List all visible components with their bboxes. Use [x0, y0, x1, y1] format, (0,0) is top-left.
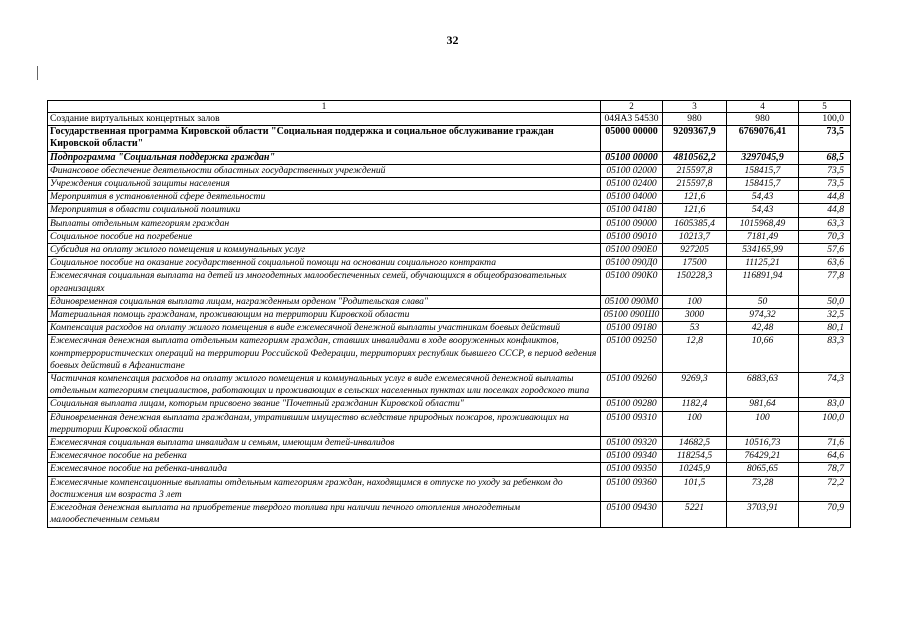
table-row [48, 244, 851, 257]
row-code-cell: 05100 09430 [601, 502, 663, 527]
row-name-cell: Мероприятия в установленной сфере деятельности [48, 191, 601, 204]
row-fact-cell: 3297045,9 [727, 151, 799, 164]
row-plan-cell: 121,6 [663, 204, 727, 217]
row-plan-cell: 10245,9 [663, 463, 727, 476]
table-row [48, 126, 851, 151]
row-fact-cell: 981,64 [727, 398, 799, 411]
row-plan-cell: 9209367,9 [663, 126, 727, 151]
row-percent-cell: 73,5 [799, 178, 851, 191]
row-percent-cell: 71,6 [799, 437, 851, 450]
row-plan-cell: 150228,3 [663, 270, 727, 295]
header-cell-4: 4 [727, 101, 799, 113]
row-code-cell: 05100 090Д0 [601, 257, 663, 270]
row-name-cell: Социальное пособие на погребение [48, 230, 601, 243]
row-fact-cell: 6769076,41 [727, 126, 799, 151]
row-plan-cell: 121,6 [663, 191, 727, 204]
row-percent-cell: 70,3 [799, 230, 851, 243]
row-code-cell: 05100 09350 [601, 463, 663, 476]
row-name-cell: Выплаты отдельным категориям граждан [48, 217, 601, 230]
row-plan-cell: 100 [663, 411, 727, 436]
row-plan-cell: 14682,5 [663, 437, 727, 450]
row-code-cell: 05100 090К0 [601, 270, 663, 295]
row-code-cell: 05100 09000 [601, 217, 663, 230]
row-name-cell: Единовременная денежная выплата гражданам, утратившим имущество вследствие природных пожаров, проживающих на территории Кировской области [48, 411, 601, 436]
row-name-cell: Компенсация расходов на оплату жилого помещения в виде ежемесячной денежной выплаты участникам боевых действий [48, 322, 601, 335]
row-code-cell: 05100 090Е0 [601, 244, 663, 257]
row-plan-cell: 1605385,4 [663, 217, 727, 230]
row-percent-cell: 73,5 [799, 126, 851, 151]
header-cell-1: 1 [48, 101, 601, 113]
row-code-cell: 05100 00000 [601, 151, 663, 164]
row-name-cell: Ежемесячные компенсационные выплаты отдельным категориям граждан, находящимся в отпуске по уходу за ребенком до достижения им возраста 3 лет [48, 476, 601, 501]
row-plan-cell: 101,5 [663, 476, 727, 501]
row-name-cell: Материальная помощь гражданам, проживающим на территории Кировской области [48, 309, 601, 322]
row-fact-cell: 116891,94 [727, 270, 799, 295]
header-cell-2: 2 [601, 101, 663, 113]
row-plan-cell: 100 [663, 295, 727, 308]
row-percent-cell: 63,6 [799, 257, 851, 270]
header-cell-3: 3 [663, 101, 727, 113]
page-number: 32 [446, 33, 459, 47]
row-name-cell: Подпрограмма "Социальная поддержка граждан" [48, 151, 601, 164]
row-fact-cell: 11125,21 [727, 257, 799, 270]
row-code-cell: 05100 09010 [601, 230, 663, 243]
row-code-cell: 05100 09250 [601, 335, 663, 373]
row-code-cell: 05100 09260 [601, 373, 663, 398]
row-percent-cell: 83,3 [799, 335, 851, 373]
row-percent-cell: 68,5 [799, 151, 851, 164]
row-percent-cell: 70,9 [799, 502, 851, 527]
row-percent-cell: 77,8 [799, 270, 851, 295]
table-row [48, 502, 851, 527]
row-fact-cell: 10,66 [727, 335, 799, 373]
table-row [48, 463, 851, 476]
row-plan-cell: 118254,5 [663, 450, 727, 463]
row-plan-cell: 4810562,2 [663, 151, 727, 164]
row-percent-cell: 64,6 [799, 450, 851, 463]
row-code-cell: 05100 090М0 [601, 295, 663, 308]
row-name-cell: Ежемесячное пособие на ребенка-инвалида [48, 463, 601, 476]
row-fact-cell: 76429,21 [727, 450, 799, 463]
row-code-cell: 05100 09310 [601, 411, 663, 436]
row-percent-cell: 50,0 [799, 295, 851, 308]
table-row [48, 113, 851, 126]
row-percent-cell: 73,5 [799, 164, 851, 177]
table-row [48, 230, 851, 243]
table-row [48, 257, 851, 270]
table-row [48, 178, 851, 191]
row-percent-cell: 63,3 [799, 217, 851, 230]
row-percent-cell: 74,3 [799, 373, 851, 398]
row-fact-cell: 10516,73 [727, 437, 799, 450]
row-name-cell: Учреждения социальной защиты населения [48, 178, 601, 191]
row-plan-cell: 17500 [663, 257, 727, 270]
row-percent-cell: 100,0 [799, 113, 851, 126]
row-name-cell: Ежемесячная социальная выплата на детей из многодетных малообеспеченных семей, обучающихся в общеобразовательных организациях [48, 270, 601, 295]
row-code-cell: 05100 09180 [601, 322, 663, 335]
row-name-cell: Ежемесячная социальная выплата инвалидам и семьям, имеющим детей-инвалидов [48, 437, 601, 450]
row-percent-cell: 78,7 [799, 463, 851, 476]
row-name-cell: Ежегодная денежная выплата на приобретение твердого топлива при наличии печного отопления многодетным малообеспеченным семьям [48, 502, 601, 527]
row-code-cell: 05100 02400 [601, 178, 663, 191]
table-row [48, 322, 851, 335]
row-name-cell: Мероприятия в области социальной политики [48, 204, 601, 217]
table-row [48, 270, 851, 295]
table-row [48, 373, 851, 398]
row-name-cell: Ежемесячное пособие на ребенка [48, 450, 601, 463]
row-plan-cell: 10213,7 [663, 230, 727, 243]
table-row [48, 164, 851, 177]
row-fact-cell: 158415,7 [727, 178, 799, 191]
row-plan-cell: 1182,4 [663, 398, 727, 411]
table-row [48, 398, 851, 411]
table-row [48, 450, 851, 463]
budget-table [47, 100, 851, 528]
table-row [48, 476, 851, 501]
row-fact-cell: 54,43 [727, 191, 799, 204]
table-row [48, 411, 851, 436]
row-plan-cell: 12,8 [663, 335, 727, 373]
row-fact-cell: 6883,63 [727, 373, 799, 398]
table-row [48, 204, 851, 217]
row-code-cell: 05100 09360 [601, 476, 663, 501]
row-fact-cell: 974,32 [727, 309, 799, 322]
row-fact-cell: 158415,7 [727, 164, 799, 177]
row-name-cell: Создание виртуальных концертных залов [48, 113, 601, 126]
row-fact-cell: 8065,65 [727, 463, 799, 476]
row-percent-cell: 44,8 [799, 204, 851, 217]
row-plan-cell: 980 [663, 113, 727, 126]
row-code-cell: 05100 090Ш0 [601, 309, 663, 322]
row-fact-cell: 100 [727, 411, 799, 436]
row-fact-cell: 1015968,49 [727, 217, 799, 230]
row-fact-cell: 7181,49 [727, 230, 799, 243]
row-code-cell: 05100 09320 [601, 437, 663, 450]
row-code-cell: 05100 04180 [601, 204, 663, 217]
row-plan-cell: 215597,8 [663, 164, 727, 177]
row-percent-cell: 57,6 [799, 244, 851, 257]
row-fact-cell: 50 [727, 295, 799, 308]
row-percent-cell: 83,0 [799, 398, 851, 411]
row-fact-cell: 73,28 [727, 476, 799, 501]
row-name-cell: Частичная компенсация расходов на оплату жилого помещения и коммунальных услуг в виде ежемесячной денежной выплаты отдельным категориям специалистов, работающих и проживающих в сельских населенных пунктах или поселках городского типа [48, 373, 601, 398]
row-plan-cell: 53 [663, 322, 727, 335]
row-percent-cell: 44,8 [799, 191, 851, 204]
row-name-cell: Ежемесячная денежная выплата отдельным категориям граждан, ставших инвалидами в ходе вооруженных конфликтов, контртеррористических операций на территории Российской Федерации, территориях республик бывшего СССР, в период ведения боевых действий в Афганистане [48, 335, 601, 373]
row-plan-cell: 9269,3 [663, 373, 727, 398]
row-plan-cell: 215597,8 [663, 178, 727, 191]
row-code-cell: 05100 09280 [601, 398, 663, 411]
table-body [48, 101, 851, 528]
row-fact-cell: 534165,99 [727, 244, 799, 257]
row-percent-cell: 80,1 [799, 322, 851, 335]
row-name-cell: Единовременная социальная выплата лицам, награжденным орденом "Родительская слава" [48, 295, 601, 308]
row-fact-cell: 980 [727, 113, 799, 126]
table-row [48, 335, 851, 373]
row-name-cell: Государственная программа Кировской области "Социальная поддержка и социальное обслуживание граждан Кировской области" [48, 126, 601, 151]
row-fact-cell: 42,48 [727, 322, 799, 335]
row-code-cell: 04ЯА3 54530 [601, 113, 663, 126]
row-code-cell: 05100 04000 [601, 191, 663, 204]
row-code-cell: 05100 02000 [601, 164, 663, 177]
row-fact-cell: 54,43 [727, 204, 799, 217]
table-header-row [48, 101, 851, 113]
row-name-cell: Субсидия на оплату жилого помещения и коммунальных услуг [48, 244, 601, 257]
row-name-cell: Социальная выплата лицам, которым присвоено звание "Почетный гражданин Кировской области" [48, 398, 601, 411]
table-row [48, 437, 851, 450]
row-percent-cell: 32,5 [799, 309, 851, 322]
row-code-cell: 05000 00000 [601, 126, 663, 151]
row-percent-cell: 72,2 [799, 476, 851, 501]
table-row [48, 191, 851, 204]
table-row [48, 151, 851, 164]
row-name-cell: Социальное пособие на оказание государственной социальной помощи на основании социального контракта [48, 257, 601, 270]
row-plan-cell: 5221 [663, 502, 727, 527]
row-plan-cell: 3000 [663, 309, 727, 322]
table-row [48, 217, 851, 230]
row-name-cell: Финансовое обеспечение деятельности областных государственных учреждений [48, 164, 601, 177]
table-row [48, 309, 851, 322]
table-row [48, 295, 851, 308]
row-plan-cell: 927205 [663, 244, 727, 257]
row-code-cell: 05100 09340 [601, 450, 663, 463]
margin-mark [37, 66, 38, 80]
row-fact-cell: 3703,91 [727, 502, 799, 527]
header-cell-5: 5 [799, 101, 851, 113]
row-percent-cell: 100,0 [799, 411, 851, 436]
